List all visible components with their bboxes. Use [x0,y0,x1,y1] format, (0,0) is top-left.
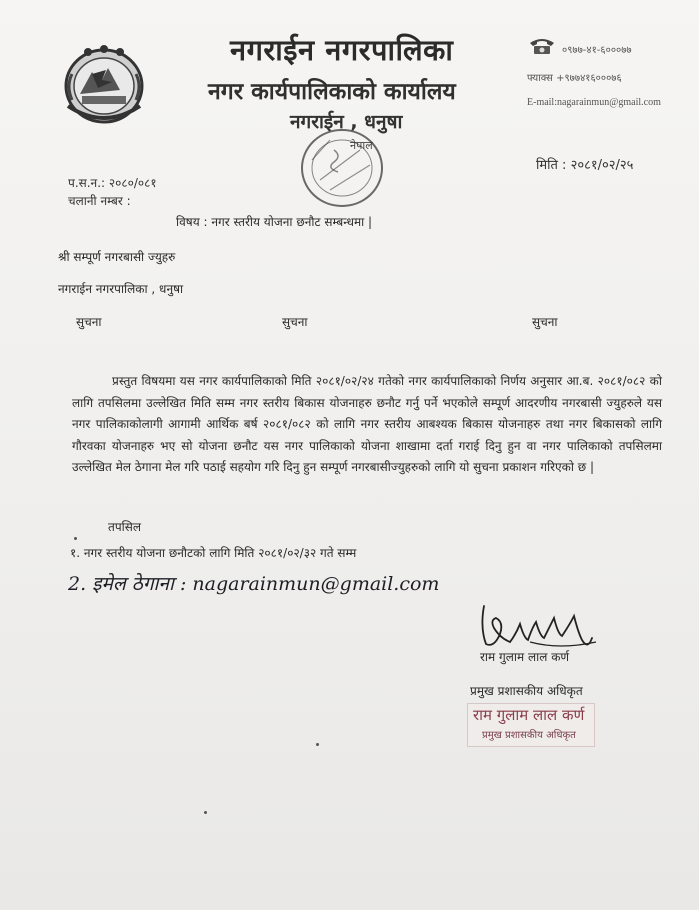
ink-speck [74,537,77,540]
details-item-deadline: १. नगर स्तरीय योजना छनौटको लागि मिति २०८१/०२/३२ गते सम्म [70,546,357,560]
municipality-title: नगराईन नगरपालिका [230,33,454,67]
dispatch-number-label: चलानी नम्बर : [68,194,131,208]
letter-date: मिति : २०८१/०२/२५ [536,158,634,173]
letter-body: प्रस्तुत विषयमा यस नगर कार्यपालिकाको मिति २०८१/०२/२४ गतेको नगर कार्यपालिकाको निर्णय अनुसार आ.ब. २०८१/०८२ को लागि तपसिलमा उल्लेखित मिति सम्म नगर स्तरीय बिकास योजनाहरु छनौट गर्नु पर्ने भएकोले सम्पूर्ण आदरणीय नगरबासी ज्युहरुले यस नगर पालिकाकोलागी आगामी आर्थिक बर्ष २०८१/०८२ को लागि नगर स्तरीय आबश्यक बिकास योजनाहरु तथा नगर बिकासको लागि गौरवका योजनाहरु भए सो योजना छनौट यस नगर पालिकाको योजना शाखामा दर्ता गराई दिनु हुन वा नगर पालिकाको तपसिलमा उल्लेखित मेल ठेगाना मेल गरि पठाई सहयोग गरि दिनु हुन सम्पूर्ण नगरबासीज्युहरुको लागि यो सुचना प्रकाशन गरिएको छ | [72,374,662,474]
notice-label: सुचना [282,315,308,329]
details-item-email-handwritten: 2. इमेल ठेगाना : nagarainmun@gmail.com [68,573,440,595]
recipient-address: नगराईन नगरपालिका , धनुषा [58,282,184,296]
ink-speck [204,811,207,814]
municipality-emblem-icon [58,44,150,126]
telephone-icon [528,37,556,55]
details-heading: तपसिल [108,520,142,534]
notice-label: सुचना [532,315,558,329]
ink-speck [316,743,319,746]
notice-label: सुचना [76,315,102,329]
letter-subject: विषय : नगर स्तरीय योजना छनौट सम्बन्धमा | [176,215,373,229]
handwritten-signature-icon [470,598,600,652]
office-location: नगराईन , धनुषा [290,111,403,133]
phone-number: ०९७७-४१-६०००७७ [562,45,632,56]
office-subtitle: नगर कार्यपालिकाको कार्यालय [208,79,456,105]
stamp-title: प्रमुख प्रशासकीय अधिकृत [482,730,576,741]
country-label: नेपाल [350,139,373,152]
signatory-name: राम गुलाम लाल कर्ण [480,650,570,664]
stamp-name: राम गुलाम लाल कर्ण [473,706,585,724]
email-address[interactable]: E-mail:nagarainmun@gmail.com [527,97,661,108]
office-round-stamp-icon [290,120,390,212]
reference-number: प.स.न.: २०८०/०८१ [68,176,157,190]
signatory-title: प्रमुख प्रशासकीय अधिकृत [470,684,583,698]
fax-number: फ्याक्स +९७७४१६०००७६ [527,73,622,84]
recipient-line: श्री सम्पूर्ण नगरबासी ज्युहरु [58,250,176,264]
